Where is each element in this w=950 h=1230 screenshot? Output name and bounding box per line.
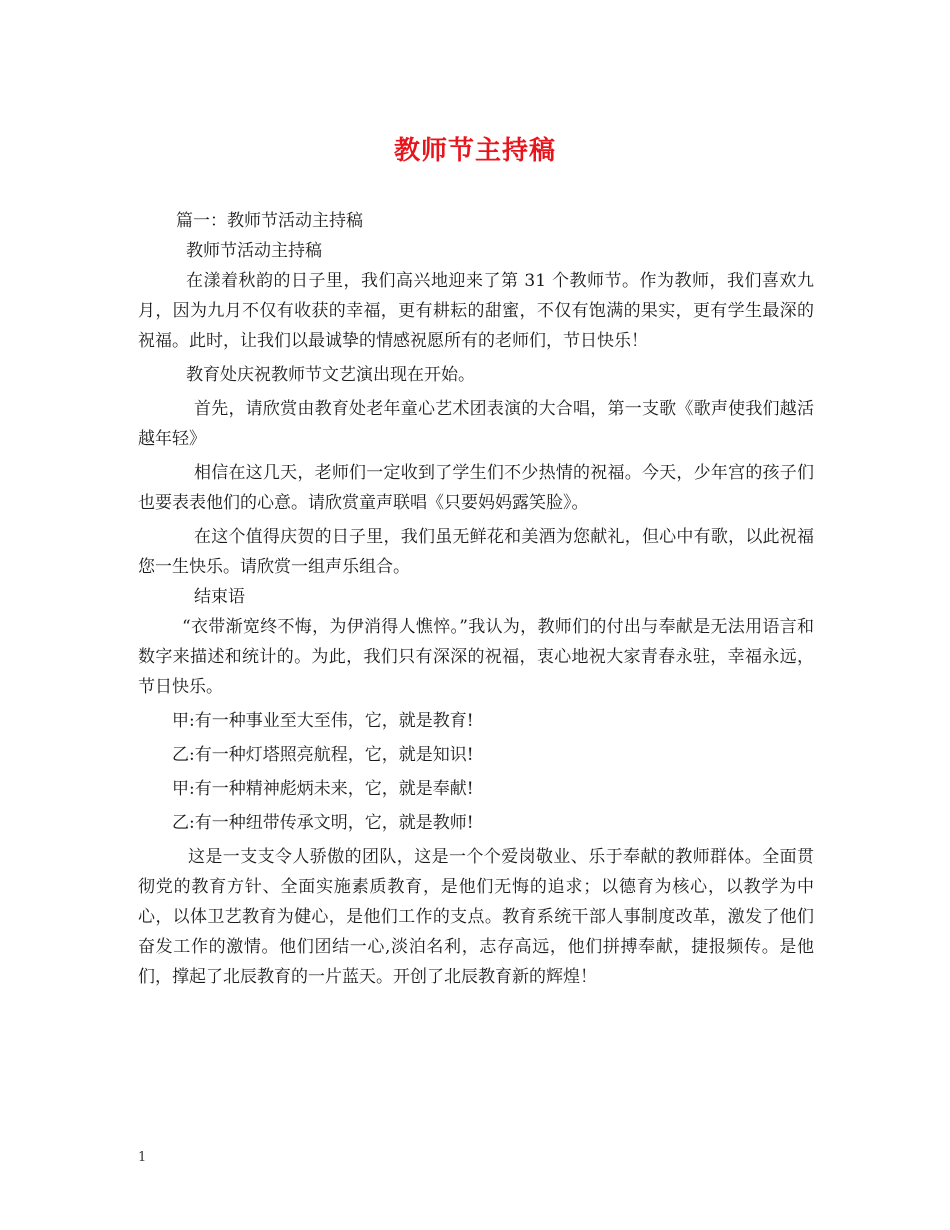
- dialogue-line: 甲:有一种精神彪炳未来，它，就是奉献!: [172, 779, 474, 799]
- document-title: 教师节主持稿: [393, 136, 556, 166]
- paragraph-first-song: 首先，请欣赏由教育处老年童心艺术团表演的大合唱，第一支歌《歌声使我们越活越年轻》: [138, 399, 814, 449]
- paragraph-children-song: 相信在这几天，老师们一定收到了学生们不少热情的祝福。今天，少年宫的孩子们也要表表他们的心意。请欣赏童声联唱《只要妈妈露笑脸》。: [138, 463, 814, 513]
- dialogue-line: 乙:有一种灯塔照亮航程，它，就是知识!: [172, 745, 474, 765]
- subtitle: 教师节活动主持稿: [186, 241, 322, 261]
- paragraph-vocal-group: 在这个值得庆贺的日子里，我们虽无鲜花和美酒为您献礼，但心中有歌，以此祝福您一生快乐。请欣赏一组声乐组合。: [138, 527, 814, 577]
- dialogue-line: 甲:有一种事业至大至伟，它，就是教育!: [172, 711, 474, 731]
- paragraph-opening: 教育处庆祝教师节文艺演出现在开始。: [186, 365, 475, 385]
- paragraph-closing: “衣带渐宽终不悔，为伊消得人憔悴。”我认为，教师们的付出与奉献是无法用语言和数字来描述和统计的。为此，我们只有深深的祝福，衷心地祝大家青春永驻，幸福永远，节日快乐。: [138, 617, 814, 697]
- page-number: 1: [138, 1150, 147, 1165]
- paragraph-intro: 在漾着秋韵的日子里，我们高兴地迎来了第 31 个教师节。作为教师，我们喜欢九月，因为九月不仅有收获的幸福，更有耕耘的甜蜜，不仅有饱满的果实，更有学生最深的祝福。此时，让我们以最诚挚的情感祝愿所有的老师们，节日快乐！: [138, 271, 814, 351]
- document-body: [138, 206, 814, 992]
- section-heading: 篇一：教师节活动主持稿: [176, 211, 363, 231]
- dialogue-line: 乙:有一种纽带传承文明，它，就是教师!: [172, 813, 474, 833]
- closing-heading: 结束语: [194, 587, 245, 607]
- paragraph-final: 这是一支支令人骄傲的团队，这是一个个爱岗敬业、乐于奉献的教师群体。全面贯彻党的教育方针、全面实施素质教育，是他们无悔的追求；以德育为核心，以教学为中心，以体卫艺教育为健心，是他们工作的支点。教育系统干部人事制度改革，激发了他们奋发工作的激情。他们团结一心,淡泊名利，志存高远，他们拼搏奉献，捷报频传。是他们，撑起了北辰教育的一片蓝天。开创了北辰教育新的辉煌！: [138, 847, 814, 987]
